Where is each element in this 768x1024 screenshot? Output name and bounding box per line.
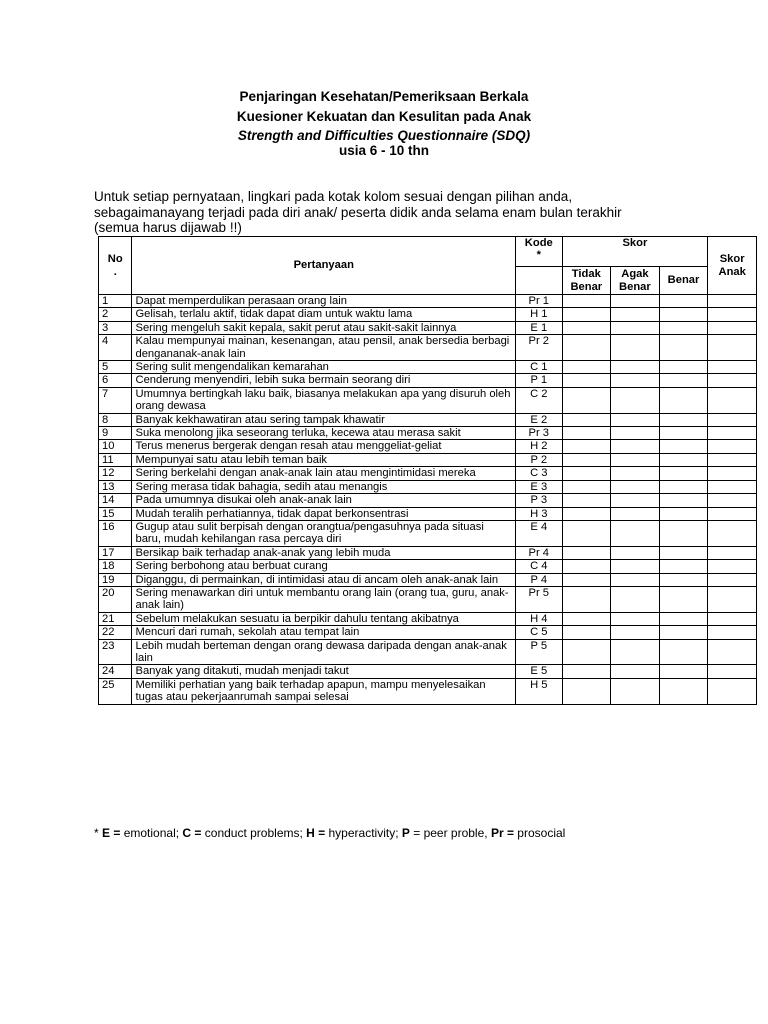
table-row — [99, 427, 757, 440]
footnote-pr-key: Pr = — [490, 826, 514, 840]
skor-anak-cell[interactable] — [708, 494, 757, 507]
answer-tidak-benar-cell[interactable] — [562, 467, 611, 480]
header-skor: Skor — [562, 237, 708, 267]
answer-tidak-benar-cell[interactable] — [562, 387, 611, 413]
kode-cell: Pr 1 — [516, 295, 562, 308]
answer-agak-benar-cell[interactable] — [611, 361, 660, 374]
skor-anak-cell[interactable] — [708, 626, 757, 639]
table-row — [99, 546, 757, 559]
kode-cell: H 3 — [516, 507, 562, 520]
table-row — [99, 612, 757, 625]
answer-agak-benar-cell[interactable] — [611, 639, 660, 665]
answer-tidak-benar-cell[interactable] — [562, 507, 611, 520]
skor-anak-cell[interactable] — [708, 295, 757, 308]
footnote-star: * — [94, 826, 103, 840]
skor-anak-cell[interactable] — [708, 387, 757, 413]
question-text: Mudah teralih perhatiannya, tidak dapat berkonsentrasi — [132, 507, 516, 520]
answer-agak-benar-cell[interactable] — [611, 665, 660, 678]
footnote — [94, 826, 565, 840]
footnote-e-val: emotional; — [120, 826, 183, 840]
row-number: 5 — [99, 361, 132, 374]
answer-benar-cell[interactable] — [659, 321, 708, 334]
answer-benar-cell[interactable] — [659, 678, 708, 704]
answer-tidak-benar-cell[interactable] — [562, 520, 611, 546]
answer-tidak-benar-cell[interactable] — [562, 560, 611, 573]
table-row — [99, 335, 757, 361]
question-text: Dapat memperdulikan perasaan orang lain — [132, 295, 516, 308]
skor-anak-cell[interactable] — [708, 361, 757, 374]
kode-cell: C 3 — [516, 467, 562, 480]
answer-tidak-benar-cell[interactable] — [562, 413, 611, 426]
answer-benar-cell[interactable] — [659, 507, 708, 520]
skor-anak-cell[interactable] — [708, 573, 757, 586]
header-benar: Benar — [659, 267, 708, 295]
question-text: Sering mengeluh sakit kepala, sakit perut atau sakit-sakit lainnya — [132, 321, 516, 334]
kode-cell: E 2 — [516, 413, 562, 426]
answer-agak-benar-cell[interactable] — [611, 321, 660, 334]
title-line-3: Strength and Difficulties Questionnaire (SDQ) — [237, 128, 531, 143]
answer-agak-benar-cell[interactable] — [611, 480, 660, 493]
row-number: 20 — [99, 586, 132, 612]
answer-benar-cell[interactable] — [659, 361, 708, 374]
row-number: 12 — [99, 467, 132, 480]
intro-line-1: Untuk setiap pernyataan, lingkari pada kotak kolom sesuai dengan pilihan anda, — [94, 189, 573, 204]
header-skor-anak: Skor Anak — [708, 237, 757, 295]
row-number: 16 — [99, 520, 132, 546]
header-kode: Kode * — [516, 237, 562, 267]
skor-anak-cell[interactable] — [708, 586, 757, 612]
skor-anak-cell[interactable] — [708, 427, 757, 440]
row-number: 17 — [99, 546, 132, 559]
answer-benar-cell[interactable] — [659, 626, 708, 639]
answer-benar-cell[interactable] — [659, 453, 708, 466]
answer-tidak-benar-cell[interactable] — [562, 427, 611, 440]
kode-cell: E 4 — [516, 520, 562, 546]
answer-agak-benar-cell[interactable] — [611, 520, 660, 546]
header-tidak-benar: Tidak Benar — [562, 267, 611, 295]
table-row — [99, 361, 757, 374]
row-number: 6 — [99, 374, 132, 387]
answer-agak-benar-cell[interactable] — [611, 560, 660, 573]
answer-benar-cell[interactable] — [659, 665, 708, 678]
skor-anak-cell[interactable] — [708, 374, 757, 387]
answer-benar-cell[interactable] — [659, 546, 708, 559]
answer-tidak-benar-cell[interactable] — [562, 586, 611, 612]
footnote-pr-val: prosocial — [513, 826, 566, 840]
table-row — [99, 374, 757, 387]
row-number: 22 — [99, 626, 132, 639]
row-number: 15 — [99, 507, 132, 520]
table-row — [99, 678, 757, 704]
row-number: 3 — [99, 321, 132, 334]
question-text: Bersikap baik terhadap anak-anak yang lebih muda — [132, 546, 516, 559]
kode-cell: P 1 — [516, 374, 562, 387]
row-number: 21 — [99, 612, 132, 625]
kode-cell: P 2 — [516, 453, 562, 466]
kode-cell: C 2 — [516, 387, 562, 413]
answer-benar-cell[interactable] — [659, 295, 708, 308]
question-text: Kalau mempunyai mainan, kesenangan, atau pensil, anak bersedia berbagi dengananak-anak lain — [132, 335, 516, 361]
skor-anak-cell[interactable] — [708, 546, 757, 559]
skor-anak-cell[interactable] — [708, 560, 757, 573]
question-text: Banyak kekhawatiran atau sering tampak khawatir — [132, 413, 516, 426]
question-text: Terus menerus bergerak dengan resah atau menggeliat-geliat — [132, 440, 516, 453]
table-row — [99, 480, 757, 493]
answer-tidak-benar-cell[interactable] — [562, 480, 611, 493]
footnote-c-val: conduct problems; — [201, 826, 307, 840]
row-number: 4 — [99, 335, 132, 361]
question-text: Umumnya bertingkah laku baik, biasanya melakukan apa yang disuruh oleh orang dewasa — [132, 387, 516, 413]
answer-benar-cell[interactable] — [659, 520, 708, 546]
question-text: Sering sulit mengendalikan kemarahan — [132, 361, 516, 374]
table-row — [99, 639, 757, 665]
skor-anak-cell[interactable] — [708, 440, 757, 453]
question-text: Sering berkelahi dengan anak-anak lain atau mengintimidasi mereka — [132, 467, 516, 480]
question-text: Gelisah, terlalu aktif, tidak dapat diam untuk waktu lama — [132, 308, 516, 321]
answer-tidak-benar-cell[interactable] — [562, 308, 611, 321]
kode-cell: P 4 — [516, 573, 562, 586]
answer-agak-benar-cell[interactable] — [611, 335, 660, 361]
kode-cell: Pr 2 — [516, 335, 562, 361]
kode-cell: C 4 — [516, 560, 562, 573]
answer-tidak-benar-cell[interactable] — [562, 626, 611, 639]
title-line-2: Kuesioner Kekuatan dan Kesulitan pada Anak — [236, 109, 532, 124]
answer-benar-cell[interactable] — [659, 413, 708, 426]
answer-tidak-benar-cell[interactable] — [562, 321, 611, 334]
question-text: Sering menawarkan diri untuk membantu orang lain (orang tua, guru, anak-anak lain) — [132, 586, 516, 612]
skor-anak-cell[interactable] — [708, 335, 757, 361]
kode-cell: C 1 — [516, 361, 562, 374]
question-text: Mempunyai satu atau lebih teman baik — [132, 453, 516, 466]
kode-cell: H 1 — [516, 308, 562, 321]
row-number: 23 — [99, 639, 132, 665]
row-number: 7 — [99, 387, 132, 413]
skor-anak-cell[interactable] — [708, 321, 757, 334]
answer-tidak-benar-cell[interactable] — [562, 665, 611, 678]
answer-tidak-benar-cell[interactable] — [562, 374, 611, 387]
kode-cell: H 2 — [516, 440, 562, 453]
question-text: Lebih mudah berteman dengan orang dewasa daripada dengan anak-anak lain — [132, 639, 516, 665]
kode-cell: E 1 — [516, 321, 562, 334]
header-no: No . — [99, 237, 132, 295]
answer-benar-cell[interactable] — [659, 440, 708, 453]
kode-cell: E 3 — [516, 480, 562, 493]
table-row — [99, 413, 757, 426]
skor-anak-cell[interactable] — [708, 520, 757, 546]
answer-tidak-benar-cell[interactable] — [562, 678, 611, 704]
answer-benar-cell[interactable] — [659, 335, 708, 361]
answer-agak-benar-cell[interactable] — [611, 440, 660, 453]
answer-benar-cell[interactable] — [659, 427, 708, 440]
question-text: Sering merasa tidak bahagia, sedih atau menangis — [132, 480, 516, 493]
table-row — [99, 586, 757, 612]
answer-agak-benar-cell[interactable] — [611, 387, 660, 413]
answer-benar-cell[interactable] — [659, 494, 708, 507]
question-text: Gugup atau sulit berpisah dengan orangtua/pengasuhnya pada situasi baru, mudah kehilangan rasa percaya diri — [132, 520, 516, 546]
footnote-c-key: C = — [182, 826, 202, 840]
answer-benar-cell[interactable] — [659, 573, 708, 586]
footnote-e-key: E = — [102, 826, 121, 840]
row-number: 11 — [99, 453, 132, 466]
row-number: 14 — [99, 494, 132, 507]
row-number: 25 — [99, 678, 132, 704]
question-text: Sering berbohong atau berbuat curang — [132, 560, 516, 573]
intro-line-2: sebagaimanayang terjadi pada diri anak/ peserta didik anda selama enam bulan terakhir — [94, 205, 622, 220]
question-text: Diganggu, di permainkan, di intimidasi atau di ancam oleh anak-anak lain — [132, 573, 516, 586]
answer-benar-cell[interactable] — [659, 639, 708, 665]
skor-anak-cell[interactable] — [708, 678, 757, 704]
answer-agak-benar-cell[interactable] — [611, 453, 660, 466]
answer-tidak-benar-cell[interactable] — [562, 494, 611, 507]
question-text: Sebelum melakukan sesuatu ia berpikir dahulu tentang akibatnya — [132, 612, 516, 625]
answer-agak-benar-cell[interactable] — [611, 374, 660, 387]
table-row — [99, 295, 757, 308]
row-number: 19 — [99, 573, 132, 586]
answer-benar-cell[interactable] — [659, 586, 708, 612]
answer-agak-benar-cell[interactable] — [611, 308, 660, 321]
answer-benar-cell[interactable] — [659, 467, 708, 480]
title-line-1: Penjaringan Kesehatan/Pemeriksaan Berkala — [239, 89, 529, 104]
table-row — [99, 494, 757, 507]
kode-cell: Pr 3 — [516, 427, 562, 440]
answer-agak-benar-cell[interactable] — [611, 467, 660, 480]
answer-agak-benar-cell[interactable] — [611, 612, 660, 625]
sdq-table — [98, 236, 757, 705]
skor-anak-cell[interactable] — [708, 308, 757, 321]
answer-agak-benar-cell[interactable] — [611, 413, 660, 426]
footnote-p-key: P — [401, 826, 410, 840]
answer-tidak-benar-cell[interactable] — [562, 453, 611, 466]
kode-cell: H 5 — [516, 678, 562, 704]
table-row — [99, 626, 757, 639]
answer-agak-benar-cell[interactable] — [611, 295, 660, 308]
header-agak-benar: Agak Benar — [611, 267, 660, 295]
kode-cell: H 4 — [516, 612, 562, 625]
title-line-4: usia 6 - 10 thn — [338, 143, 430, 158]
answer-tidak-benar-cell[interactable] — [562, 612, 611, 625]
answer-benar-cell[interactable] — [659, 612, 708, 625]
row-number: 18 — [99, 560, 132, 573]
row-number: 8 — [99, 413, 132, 426]
answer-tidak-benar-cell[interactable] — [562, 295, 611, 308]
skor-anak-cell[interactable] — [708, 639, 757, 665]
skor-anak-cell[interactable] — [708, 413, 757, 426]
answer-tidak-benar-cell[interactable] — [562, 440, 611, 453]
kode-cell: E 5 — [516, 665, 562, 678]
table-row — [99, 387, 757, 413]
table-row — [99, 520, 757, 546]
question-text: Pada umumnya disukai oleh anak-anak lain — [132, 494, 516, 507]
answer-agak-benar-cell[interactable] — [611, 586, 660, 612]
table-row — [99, 560, 757, 573]
table-row — [99, 573, 757, 586]
skor-anak-cell[interactable] — [708, 665, 757, 678]
header-kode-blank — [516, 267, 562, 295]
skor-anak-cell[interactable] — [708, 612, 757, 625]
answer-agak-benar-cell[interactable] — [611, 546, 660, 559]
skor-anak-cell[interactable] — [708, 507, 757, 520]
footnote-h-key: H = — [306, 826, 326, 840]
kode-cell: P 3 — [516, 494, 562, 507]
footnote-p-val: = peer proble, — [409, 826, 491, 840]
intro-line-3: (semua harus dijawab !!) — [94, 220, 242, 235]
row-number: 24 — [99, 665, 132, 678]
answer-agak-benar-cell[interactable] — [611, 507, 660, 520]
row-number: 10 — [99, 440, 132, 453]
kode-cell: C 5 — [516, 626, 562, 639]
answer-agak-benar-cell[interactable] — [611, 427, 660, 440]
footnote-h-val: hyperactivity; — [325, 826, 402, 840]
table-row — [99, 507, 757, 520]
table-row — [99, 665, 757, 678]
answer-benar-cell[interactable] — [659, 560, 708, 573]
skor-anak-cell[interactable] — [708, 480, 757, 493]
question-text: Banyak yang ditakuti, mudah menjadi takut — [132, 665, 516, 678]
answer-benar-cell[interactable] — [659, 374, 708, 387]
table-row — [99, 308, 757, 321]
kode-cell: Pr 4 — [516, 546, 562, 559]
question-text: Memiliki perhatian yang baik terhadap apapun, mampu menyelesaikan tugas atau pekerjaanrumah sampai selesai — [132, 678, 516, 704]
table-row — [99, 453, 757, 466]
skor-anak-cell[interactable] — [708, 453, 757, 466]
row-number: 2 — [99, 308, 132, 321]
table-row — [99, 321, 757, 334]
row-number: 1 — [99, 295, 132, 308]
answer-agak-benar-cell[interactable] — [611, 494, 660, 507]
answer-agak-benar-cell[interactable] — [611, 626, 660, 639]
question-text: Suka menolong jika seseorang terluka, kecewa atau merasa sakit — [132, 427, 516, 440]
row-number: 9 — [99, 427, 132, 440]
kode-cell: P 5 — [516, 639, 562, 665]
answer-tidak-benar-cell[interactable] — [562, 573, 611, 586]
answer-tidak-benar-cell[interactable] — [562, 639, 611, 665]
table-row — [99, 467, 757, 480]
answer-tidak-benar-cell[interactable] — [562, 546, 611, 559]
question-text: Mencuri dari rumah, sekolah atau tempat lain — [132, 626, 516, 639]
row-number: 13 — [99, 480, 132, 493]
answer-benar-cell[interactable] — [659, 308, 708, 321]
header-pertanyaan: Pertanyaan — [132, 237, 516, 295]
skor-anak-cell[interactable] — [708, 467, 757, 480]
table-row — [99, 440, 757, 453]
answer-tidak-benar-cell[interactable] — [562, 361, 611, 374]
question-text: Cenderung menyendiri, lebih suka bermain seorang diri — [132, 374, 516, 387]
answer-agak-benar-cell[interactable] — [611, 573, 660, 586]
answer-tidak-benar-cell[interactable] — [562, 335, 611, 361]
answer-benar-cell[interactable] — [659, 480, 708, 493]
answer-agak-benar-cell[interactable] — [611, 678, 660, 704]
kode-cell: Pr 5 — [516, 586, 562, 612]
answer-benar-cell[interactable] — [659, 387, 708, 413]
